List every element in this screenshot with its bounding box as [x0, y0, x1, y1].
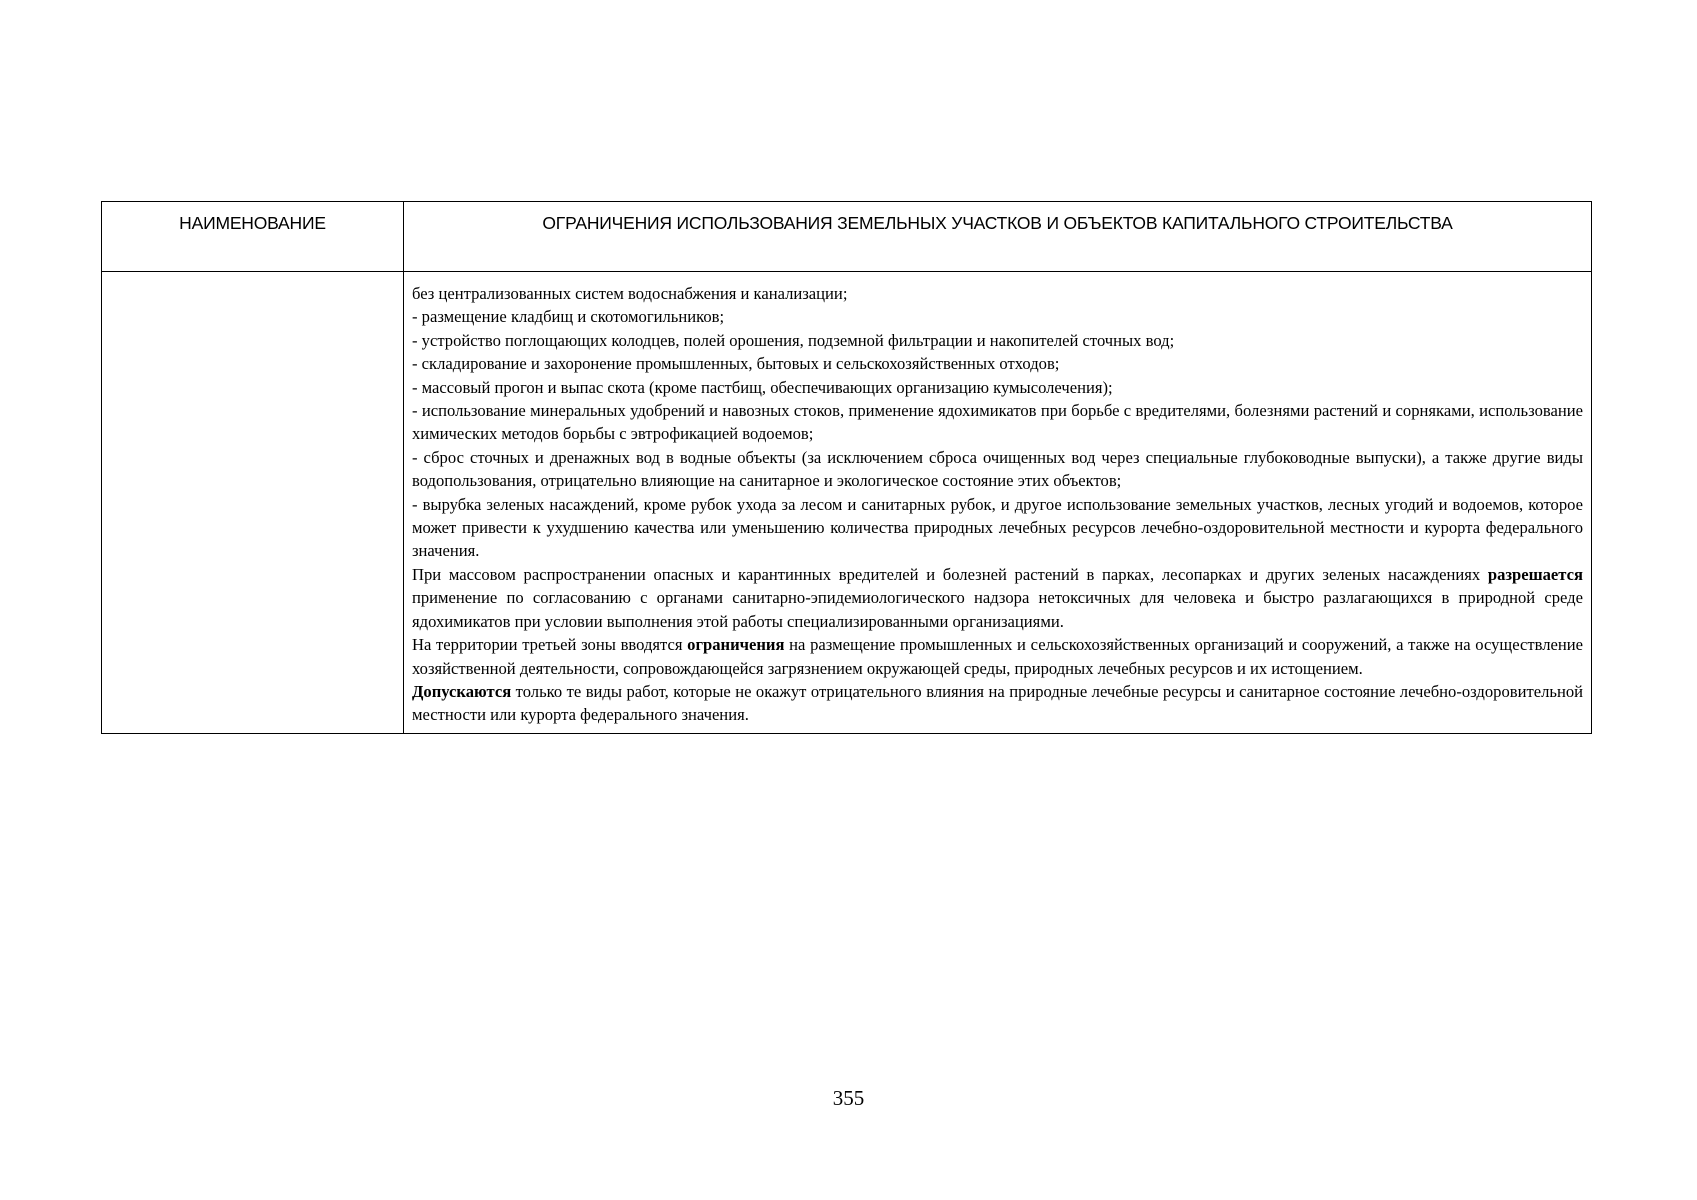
table-header-row [102, 202, 1592, 272]
pest-text-after: применение по согласованию с органами санитарно-эпидемиологического надзора нетоксичных для человека и быстро разлагающихся в природной среде ядохимикатов при условии выполнения этой работы специализированными организациями. [412, 588, 1583, 631]
zone3-paragraph [412, 633, 1583, 680]
restriction-line: без централизованных систем водоснабжения и канализации; [412, 284, 848, 303]
restrictions-table [101, 201, 1592, 734]
restriction-line: - использование минеральных удобрений и навозных стоков, применение ядохимикатов при борьбе с вредителями, болезнями растений и сорняками, использование химических методов борьбы с эвтрофикацией водоемов; [412, 401, 1583, 444]
row-name-cell [102, 272, 404, 734]
restriction-line: - массовый прогон и выпас скота (кроме пастбищ, обеспечивающих организацию кумысолечения); [412, 377, 1113, 397]
zone3-bold-term: ограничения [687, 635, 785, 655]
header-restrictions: ОГРАНИЧЕНИЯ ИСПОЛЬЗОВАНИЯ ЗЕМЕЛЬНЫХ УЧАСТКОВ И ОБЪЕКТОВ КАПИТАЛЬНОГО СТРОИТЕЛЬСТВА [404, 202, 1592, 272]
zone3-text-before: На территории третьей зоны вводятся [412, 635, 688, 655]
restriction-line: - сброс сточных и дренажных вод в водные объекты (за исключением сброса очищенных вод через специальные глубоководные выпуски), а также другие виды водопользования, отрицательно влияющие на санитарное и экологическое состояние этих объектов; [412, 447, 1583, 491]
pest-control-paragraph [412, 563, 1583, 633]
restriction-line: - размещение кладбищ и скотомогильников; [412, 307, 725, 327]
zone3-text-after: на размещение промышленных и сельскохозяйственных организаций и сооружений, а также на осуществление хозяйственной деятельности, сопровождающейся загрязнением окружающей среды, природных лечебных ресурсов и их истощением. [412, 635, 1583, 678]
table-row [102, 272, 1592, 734]
pest-bold-term: разрешается [1487, 564, 1583, 584]
restriction-line: - вырубка зеленых насаждений, кроме рубок ухода за лесом и санитарных рубок, и другое использование земельных участков, лесных угодий и водоемов, которое может привести к ухудшению качества или уменьшению количества природных лечебных ресурсов лечебно-оздоровительной местности и курорта федерального значения. [412, 494, 1583, 561]
header-name: НАИМЕНОВАНИЕ [102, 202, 404, 272]
row-restrictions-cell [404, 272, 1592, 734]
page-number: 355 [832, 1086, 865, 1110]
restriction-line: - складирование и захоронение промышленных, бытовых и сельскохозяйственных отходов; [412, 354, 1060, 374]
allowed-paragraph [412, 680, 1583, 727]
pest-text-before: При массовом распространении опасных и карантинных вредителей и болезней растений в парках, лесопарках и других зеленых насаждениях [412, 564, 1488, 584]
allowed-text-after: только те виды работ, которые не окажут отрицательного влияния на природные лечебные ресурсы и санитарное состояние лечебно-оздоровительной местности или курорта федерального значения. [412, 681, 1583, 725]
restriction-line: - устройство поглощающих колодцев, полей орошения, подземной фильтрации и накопителей сточных вод; [412, 330, 1175, 350]
allowed-bold-term: Допускаются [412, 681, 512, 701]
